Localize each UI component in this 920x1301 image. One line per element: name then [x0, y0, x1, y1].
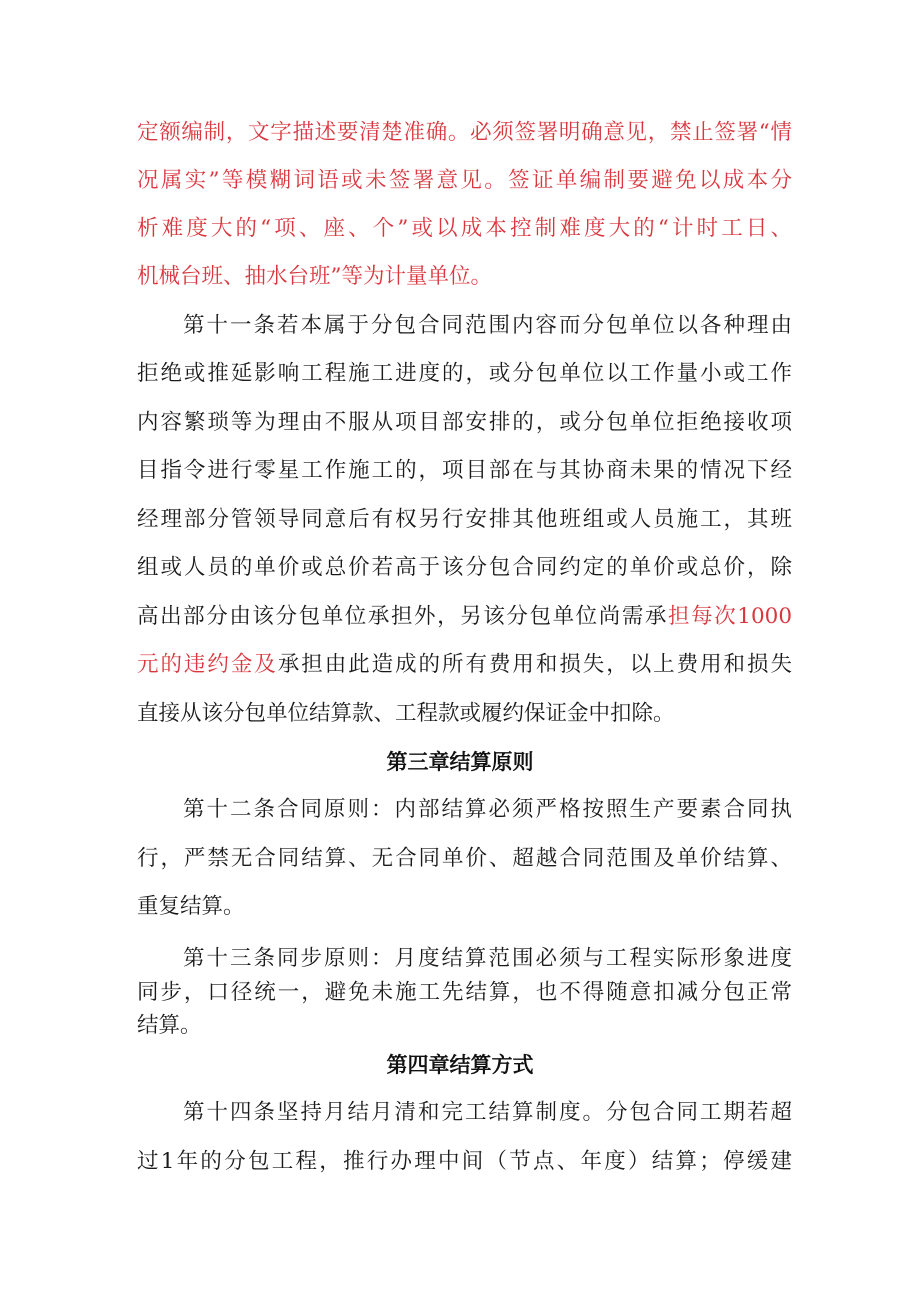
article-11-line-6: 组或人员的单价或总价若高于该分包合同约定的单价或总价，除: [137, 555, 792, 580]
article-12-line-3: 重复结算。: [137, 894, 245, 919]
article-11-line-8: [137, 648, 792, 682]
article-14-line-2: 过1年的分包工程，推行办理中间（节点、年度）结算；停缓建: [137, 1149, 792, 1174]
article-12-line-2: 行，严禁无合同结算、无合同单价、超越合同范围及单价结算、: [137, 846, 792, 871]
article-13-line-3: 结算。: [137, 1013, 202, 1038]
article-13-line-1: 第十三条同步原则：月度结算范围必须与工程实际形象进度: [183, 946, 792, 971]
article-11-line-2: 拒绝或推延影响工程施工进度的，或分包单位以工作量小或工作: [137, 361, 792, 386]
penalty-highlight-a: 担每次1000: [668, 604, 792, 629]
para-a-line-4: 机械台班、抽水台班”等为计量单位。: [137, 264, 492, 289]
article-11-line-3: 内容繁琐等为理由不服从项目部安排的，或分包单位拒绝接收项: [137, 410, 792, 435]
para-a-line-2: 况属实”等模糊词语或未签署意见。签证单编制要避免以成本分: [137, 168, 792, 193]
article-11-line-5: 经理部分管领导同意后有权另行安排其他班组或人员施工，其班: [137, 507, 792, 532]
article-14-line-1: 第十四条坚持月结月清和完工结算制度。分包合同工期若超: [183, 1100, 792, 1125]
article-12-line-1: 第十二条合同原则：内部结算必须严格按照生产要素合同执: [183, 797, 792, 822]
article-11-line-4: 目指令进行零星工作施工的，项目部在与其协商未果的情况下经: [137, 458, 792, 483]
chapter-3-heading: 第三章结算原则: [386, 750, 534, 774]
article-11-line-7: [137, 600, 792, 634]
article-11-line-7-text: 高出部分由该分包单位承担外，另该分包单位尚需承: [137, 604, 669, 629]
penalty-highlight-b: 元的违约金及: [137, 652, 278, 677]
article-13-line-2: 同步，口径统一，避免未施工先结算，也不得随意扣减分包正常: [137, 980, 792, 1005]
article-11-line-1: 第十一条若本属于分包合同范围内容而分包单位以各种理由: [183, 313, 792, 338]
chapter-4-heading: 第四章结算方式: [386, 1053, 534, 1077]
article-11-line-9: 直接从该分包单位结算款、工程款或履约保证金中扣除。: [137, 701, 675, 726]
article-11-line-8-text: 承担由此造成的所有费用和损失，以上费用和损失: [277, 652, 792, 677]
para-a-line-1: 定额编制，文字描述要清楚准确。必须签署明确意见，禁止签署“情: [137, 120, 792, 145]
para-a-line-3: 析难度大的“项、座、个”或以成本控制难度大的“计时工日、: [137, 216, 792, 241]
